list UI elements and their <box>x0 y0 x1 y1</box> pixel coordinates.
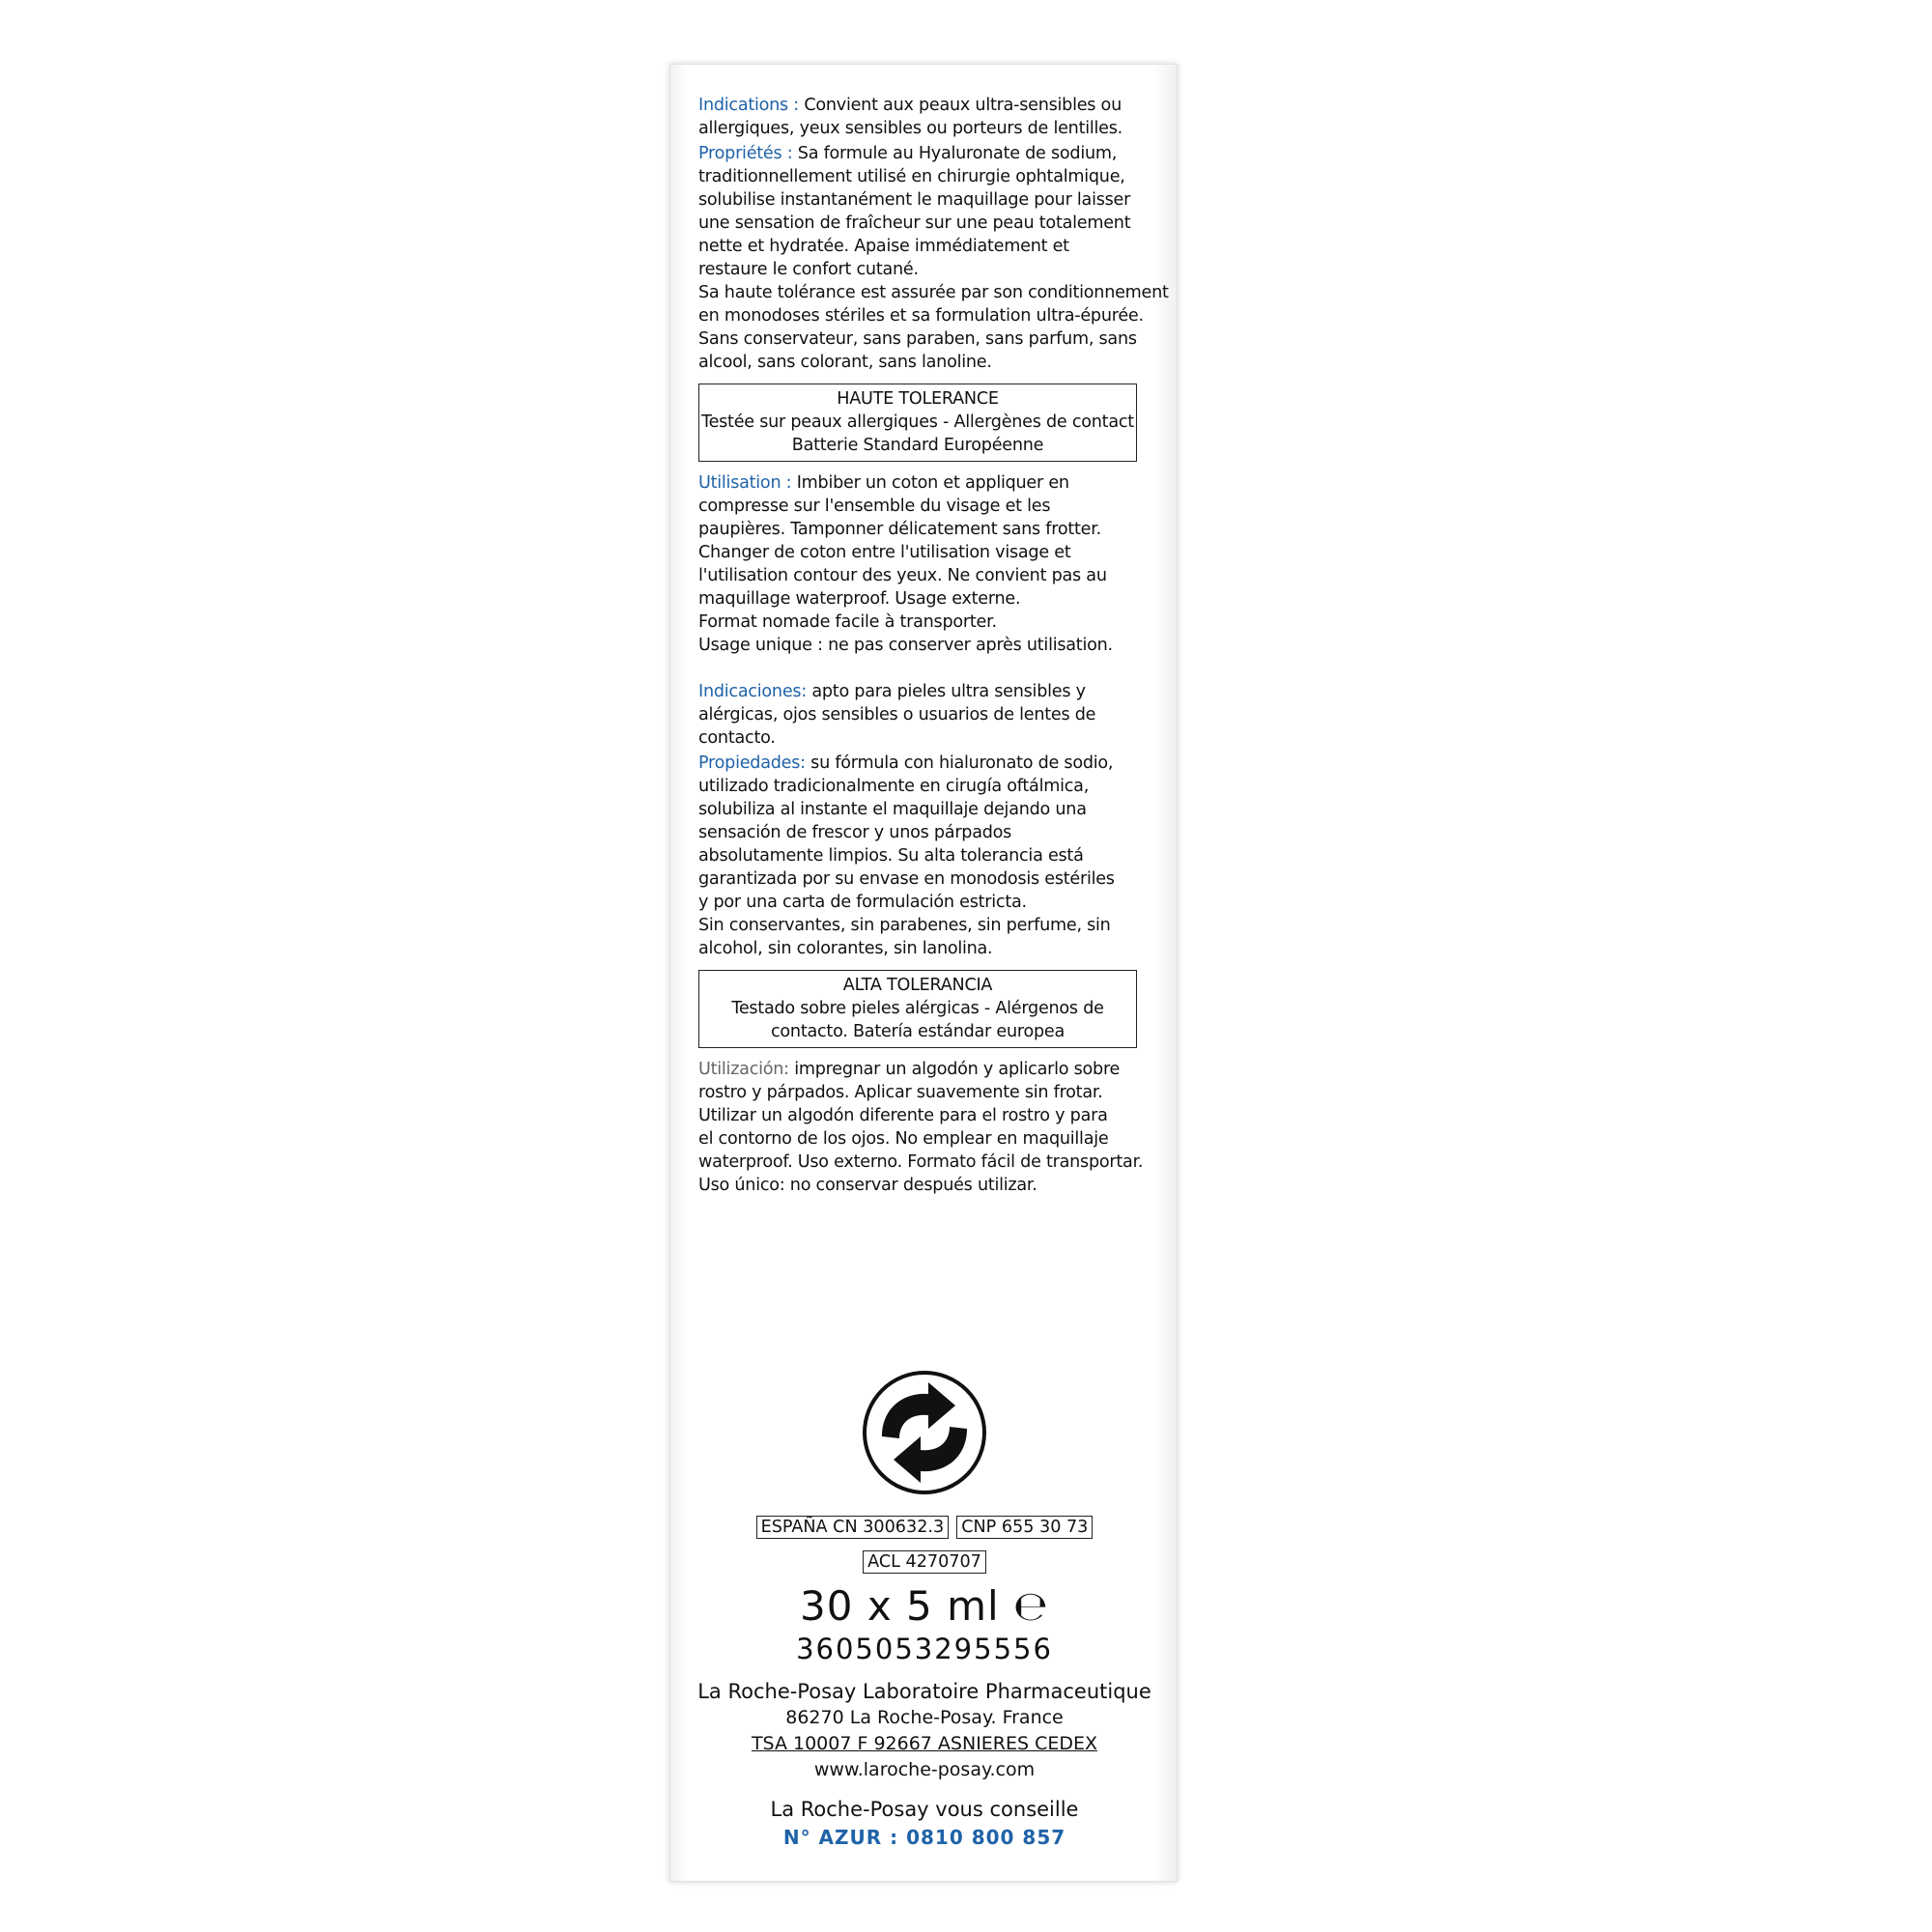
text-line: Format nomade facile à transporter. <box>698 612 997 632</box>
tolerance-title: ALTA TOLERANCIA <box>842 976 993 995</box>
product-text-content <box>698 94 1169 1197</box>
es-tolerance-box <box>698 970 1137 1048</box>
text-line: Sa formule au Hyaluronate de sodium, <box>792 144 1118 163</box>
text-line: impregnar un algodón y aplicarlo sobre <box>788 1060 1121 1079</box>
codes-row <box>670 1516 1179 1539</box>
text-line: solubilise instantanément le maquillage pour laisser <box>698 190 1131 210</box>
text-line: waterproof. Uso externo. Formato fácil de transportar. <box>698 1152 1144 1172</box>
manufacturer-website[interactable]: www.laroche-posay.com <box>813 1759 1036 1780</box>
es-indicaciones <box>698 680 1152 750</box>
text-line: restaure le confort cutané. <box>698 260 919 279</box>
fr-tolerance-box <box>698 384 1137 462</box>
text-line: Uso único: no conservar después utilizar. <box>698 1176 1037 1195</box>
product-box-side-panel <box>669 64 1178 1882</box>
text-line: garantizada por su envase en monodosis estériles <box>698 869 1115 889</box>
text-line: en monodoses stériles et sa formulation ultra-épurée. <box>698 306 1144 326</box>
es-utilizacion-label: Utilización: <box>698 1060 789 1079</box>
text-line: y por una carta de formulación estricta. <box>698 893 1027 912</box>
text-line: solubiliza al instante el maquillaje dejando una <box>698 800 1087 819</box>
text-line: Sin conservantes, sin parabenes, sin perfume, sin <box>698 916 1111 935</box>
text-line: rostro y párpados. Aplicar suavemente sin frotar. <box>698 1083 1103 1102</box>
text-line: sensación de frescor y unos párpados <box>698 823 1012 842</box>
text-line: alcohol, sin colorantes, sin lanolina. <box>698 939 993 958</box>
fr-utilisation-label: Utilisation : <box>698 473 792 493</box>
tolerance-title: HAUTE TOLERANCE <box>837 389 999 409</box>
tolerance-line: Testado sobre pieles alérgicas - Alérgenos de <box>731 999 1104 1018</box>
tolerance-line: Batterie Standard Européenne <box>791 436 1044 455</box>
cnp-code: CNP 655 30 73 <box>956 1516 1093 1539</box>
text-line: utilizado tradicionalmente en cirugía oftálmica, <box>698 777 1090 796</box>
es-propiedades-label: Propiedades: <box>698 753 806 773</box>
acl-code: ACL 4270707 <box>863 1550 986 1574</box>
text-line: su fórmula con hialuronato de sodio, <box>805 753 1114 773</box>
tolerance-line: contacto. Batería estándar europea <box>770 1022 1065 1041</box>
text-line: Sans conservateur, sans paraben, sans parfum, sans <box>698 329 1137 349</box>
text-line: compresse sur l'ensemble du visage et les <box>698 497 1051 516</box>
quantity: 30 x 5 ml ℮ <box>800 1582 1049 1630</box>
text-line: paupières. Tamponner délicatement sans frotter. <box>698 520 1101 539</box>
advice-text: La Roche-Posay vous conseille <box>770 1798 1079 1821</box>
text-line: Imbiber un coton et appliquer en <box>791 473 1069 493</box>
manufacturer-name: La Roche-Posay Laboratoire Pharmaceutique <box>697 1680 1151 1703</box>
cn-code: ESPAÑA CN 300632.3 <box>756 1516 950 1539</box>
fr-utilisation <box>698 471 1152 657</box>
text-line: Usage unique : ne pas conserver après utilisation. <box>698 636 1113 655</box>
text-line: traditionnellement utilisé en chirurgie ophtalmique, <box>698 167 1125 186</box>
fr-proprietes <box>698 142 1169 374</box>
manufacturer-tsa: TSA 10007 F 92667 ASNIERES CEDEX <box>751 1733 1098 1754</box>
azur-phone: N° AZUR : 0810 800 857 <box>782 1826 1066 1849</box>
text-line: allergiques, yeux sensibles ou porteurs de lentilles. <box>698 119 1122 138</box>
fr-indications-label: Indications : <box>698 96 799 115</box>
text-line: alérgicas, ojos sensibles o usuarios de lentes de <box>698 705 1096 724</box>
text-line: Utilizar un algodón diferente para el rostro y para <box>698 1106 1108 1125</box>
fr-indications <box>698 94 1152 140</box>
fr-proprietes-label: Propriétés : <box>698 144 793 163</box>
text-line: contacto. <box>698 728 776 748</box>
text-line: Convient aux peaux ultra-sensibles ou <box>799 96 1122 115</box>
text-line: l'utilisation contour des yeux. Ne convient pas au <box>698 566 1107 585</box>
green-dot-recycle-icon <box>861 1369 988 1496</box>
tolerance-line: Testée sur peaux allergiques - Allergènes de contact <box>701 412 1134 432</box>
bottom-section <box>670 1369 1179 1851</box>
es-propiedades <box>698 752 1152 960</box>
text-line: alcool, sans colorant, sans lanoline. <box>698 353 992 372</box>
text-line: nette et hydratée. Apaise immédiatement et <box>698 237 1069 256</box>
text-line: absolutamente limpios. Su alta tolerancia está <box>698 846 1084 866</box>
codes-row-2 <box>670 1550 1179 1574</box>
manufacturer-address: 86270 La Roche-Posay. France <box>785 1707 1064 1728</box>
barcode-number: 3605053295556 <box>796 1633 1053 1665</box>
text-line: une sensation de fraîcheur sur une peau totalement <box>698 213 1131 233</box>
text-line: Changer de coton entre l'utilisation visage et <box>698 543 1071 562</box>
es-utilizacion <box>698 1058 1152 1197</box>
text-line: apto para pieles ultra sensibles y <box>807 682 1086 701</box>
text-line: el contorno de los ojos. No emplear en maquillaje <box>698 1129 1109 1149</box>
es-indicaciones-label: Indicaciones: <box>698 682 807 701</box>
text-line: maquillage waterproof. Usage externe. <box>698 589 1021 609</box>
text-line: Sa haute tolérance est assurée par son conditionnement <box>698 283 1169 302</box>
